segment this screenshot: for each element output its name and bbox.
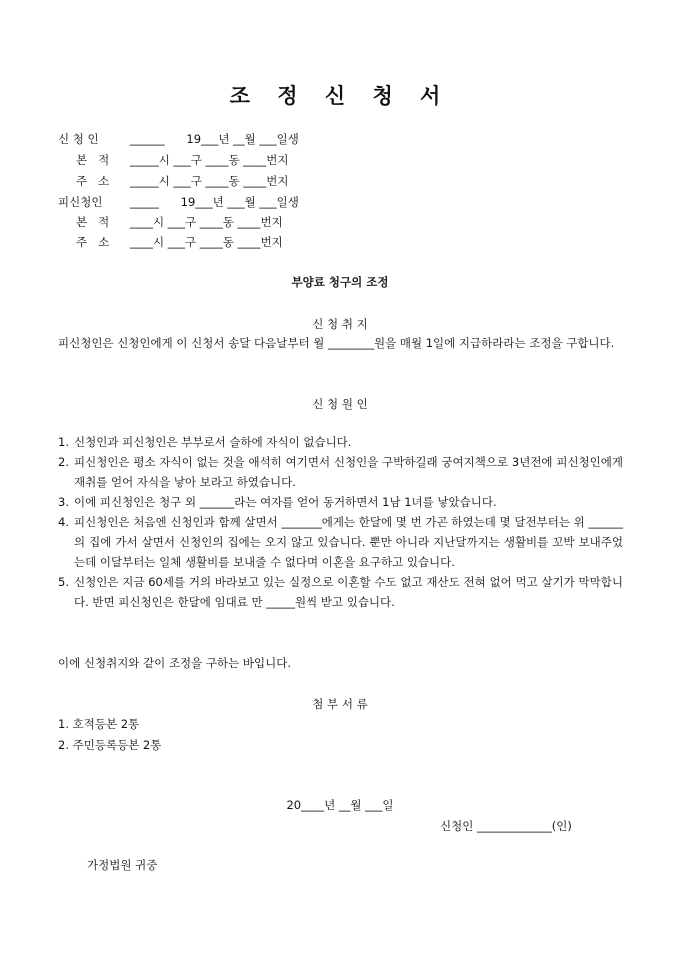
purpose-heading: 신 청 취 지 [312, 317, 368, 331]
party-line-applicant-birth: ______ 19___년 __월 ___일생 [130, 132, 299, 146]
closing-statement: 이에 신청취지와 같이 조정을 구하는 바입니다. [58, 656, 292, 670]
party-line-applicant-address: _____시 ___구 ____동 ____번지 [130, 174, 289, 188]
party-label-address-2: 주 소 [76, 235, 110, 249]
subject-heading: 부양료 청구의 조정 [291, 275, 389, 289]
party-label-applicant: 신 청 인 [58, 132, 99, 146]
court-addressee: 가정법원 귀중 [87, 858, 158, 872]
reasons-list [58, 432, 623, 612]
party-label-domicile-2: 본 적 [76, 215, 110, 229]
party-line-respondent-address: ____시 ___구 ____동 ____번지 [130, 235, 283, 249]
party-line-respondent-birth: _____ 19___년 ___월 ___일생 [130, 195, 299, 209]
list-item: 4. 피신청인은 처음엔 신청인과 함께 살면서 _______에게는 한달에 몇 번 가곤 하였는데 몇 달전부터는 위 ______의 집에 가서 살면서 신청인의 집에는 오지 않고 있습니다. 뿐만 아니라 지난달까지는 생활비를 꼬박 보내주었는데 이달부터는 일체 생활비를 보내줄 수 없다며 이혼을 요구하고 있습니다. [58, 515, 623, 569]
party-line-respondent-domicile: ____시 ___구 ____동 ____번지 [130, 215, 283, 229]
signature-line: 신청인 _____________(인) [440, 819, 572, 833]
list-item: 1. 신청인과 피신청인은 부부로서 슬하에 자식이 없습니다. [58, 435, 352, 449]
date-line: 20____년 __월 ___일 [286, 798, 394, 812]
reasons-heading: 신 청 원 인 [312, 397, 368, 411]
party-line-applicant-domicile: _____시 ___구 ____동 ____번지 [130, 153, 289, 167]
party-label-respondent: 피신청인 [58, 195, 103, 209]
purpose-text: 피신청인은 신청인에게 이 신청서 송달 다음날부터 월 ________원을 매월 1일에 지급하라라는 조정을 구합니다. [58, 336, 615, 350]
attachments-heading: 첨 부 서 류 [312, 697, 368, 711]
list-item: 5. 신청인은 지금 60세를 거의 바라보고 있는 실정으로 이혼할 수도 없고 재산도 전혀 없어 먹고 살기가 막막합니다. 반면 피신청인은 한달에 임대료 만 _____원씩 받고 있습니다. [58, 575, 623, 609]
party-label-address: 주 소 [76, 174, 110, 188]
attachment-item: 1. 호적등본 2통 [58, 717, 140, 731]
list-item: 2. 피신청인은 평소 자식이 없는 것을 애석히 여기면서 신청인을 구박하길래 궁여지책으로 3년전에 피신청인에게 재취를 얻어 자식을 낳아 보라고 하였습니다. [58, 455, 623, 489]
attachment-item: 2. 주민등록등본 2통 [58, 738, 162, 752]
list-item: 3. 이에 피신청인은 청구 외 ______라는 여자를 얻어 동거하면서 1남 1녀를 낳았습니다. [58, 495, 497, 509]
party-label-domicile: 본 적 [76, 153, 110, 167]
document-title: 조 정 신 청 서 [229, 83, 451, 108]
